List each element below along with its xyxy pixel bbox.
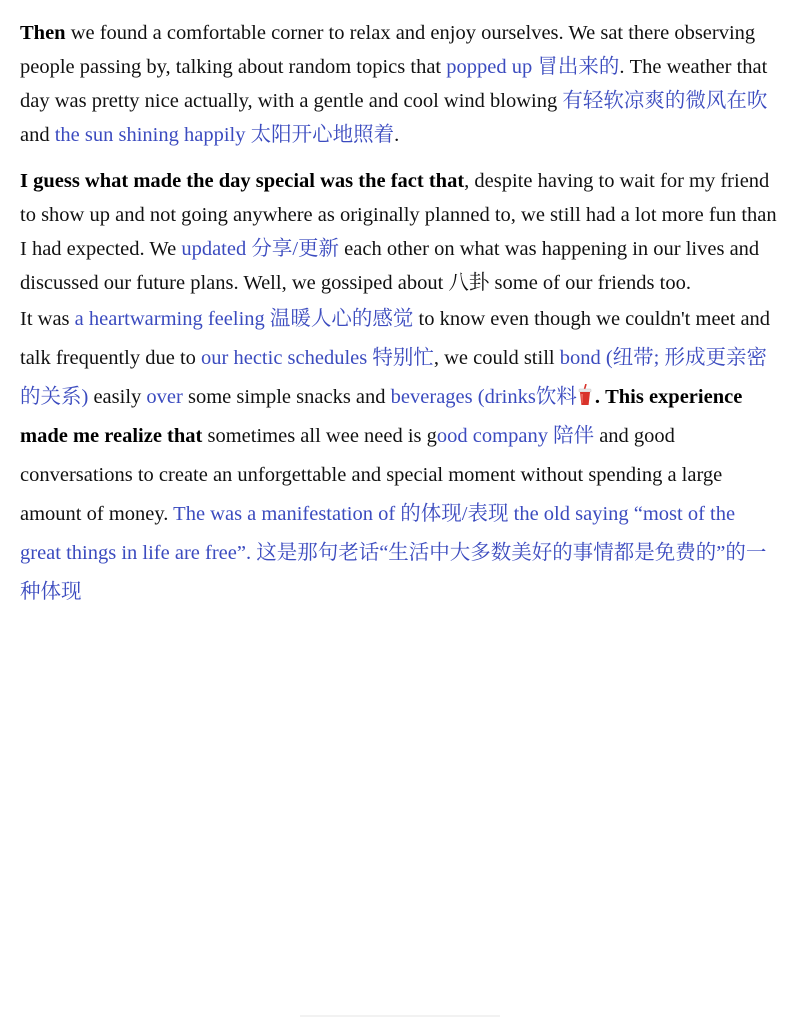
vocabulary-highlight: updated 分享/更新: [181, 238, 340, 260]
paragraph-3: [20, 300, 780, 612]
bold-phrase: . This experience made me realize that: [20, 386, 743, 447]
vocabulary-highlight: the sun shining happily 太阳开心地照着: [54, 124, 395, 146]
body-text: and: [20, 124, 55, 146]
vocabulary-highlight: bond (纽带; 形成更亲密的关系): [20, 347, 767, 408]
body-text: easily: [88, 386, 147, 408]
body-text: , despite having to wait for my friend to show up and not going anywhere as originally planned to, we still had a lot more fun than I had expected. We: [20, 170, 777, 260]
vocabulary-highlight: over: [146, 386, 183, 408]
body-text: .: [394, 124, 400, 146]
body-text: . The weather that day was pretty nice actually, with a gentle and cool wind blowing: [20, 56, 768, 112]
vocabulary-highlight: our hectic schedules 特别忙: [201, 347, 434, 369]
body-text: we found a comfortable corner to relax and enjoy ourselves. We sat there observing people passing by, talking about random topics that: [20, 22, 756, 78]
body-text: sometimes all wee need is g: [202, 425, 437, 447]
body-text: to know even though we couldn't meet and talk frequently due to: [20, 308, 771, 369]
body-text: and good conversations to create an unforgettable and special moment without spending a large amount of money.: [20, 425, 723, 525]
body-text: , we could still: [433, 347, 560, 369]
body-text: each other on what was happening in our lives and discussed our future plans. Well, we gossiped about 八卦 some of our friends too.: [20, 238, 760, 294]
paragraph-1: [20, 16, 780, 152]
document-body: [20, 16, 780, 612]
vocabulary-highlight: beverages (drinks饮料: [390, 386, 577, 408]
body-text: It was: [20, 308, 75, 330]
bottom-divider: [300, 1015, 500, 1017]
cup-with-straw-icon: [577, 381, 593, 403]
body-text: some simple snacks and: [182, 386, 391, 408]
vocabulary-highlight: 有轻软凉爽的微风在吹: [562, 90, 768, 112]
vocabulary-highlight: a heartwarming feeling 温暖人心的感觉: [74, 308, 414, 330]
vocabulary-highlight: The was a manifestation of 的体现/表现 the old saying “most of the great things in life are free”. 这是那句老话“生活中大多数美好的事情都是免费的”的一种体现: [20, 503, 767, 603]
paragraph-2: [20, 164, 780, 300]
vocabulary-highlight: ood company 陪伴: [436, 425, 595, 447]
bold-phrase: I guess what made the day special was the fact that: [20, 170, 465, 192]
bold-phrase: Then: [20, 22, 66, 44]
vocabulary-highlight: popped up 冒出来的: [446, 56, 620, 78]
